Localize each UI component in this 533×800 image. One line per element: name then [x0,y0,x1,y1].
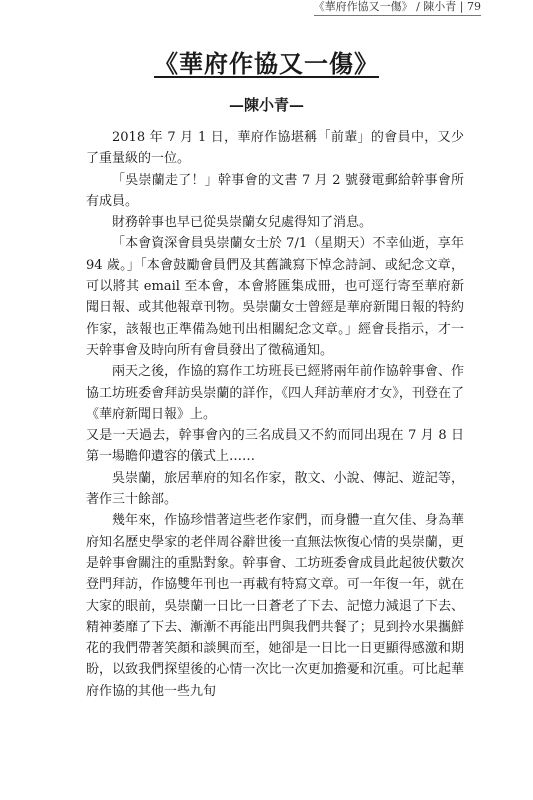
paragraph: 又是一天過去，幹事會內的三名成員又不約而同出現在 7 月 8 日第一場瞻仰遺容的儀式上…… [86,428,464,465]
paragraph: 「本會資深會員吳崇蘭女士於 7/1（星期天）不幸仙逝，享年 94 歲。」「本會鼓勵會員們及其舊識寫下悼念詩詞、或紀念文章，可以將其 email 至本會，本會將匯集成冊，也可逕行寄至華府新聞日報、或其他報章刊物。吳崇蘭女士曾經是華府新聞日報的特約作家，該報也正準備為她刊出相關紀念文章。」經會長指示，才一天幹事會及時向所有會員發出了徵稿通知。 [86,236,464,358]
paragraph: 幾年來，作協珍惜著這些老作家們，而身體一直欠佳、身為華府知名歷史學家的老伴周谷辭世後一直無法恢復心情的吳崇蘭，更是幹事會關注的重點對象。幹事會、工坊班委會成員此起彼伏數次登門拜訪，作協雙年刊也一再載有特寫文章。可一年復一年，就在大家的眼前，吳崇蘭一日比一日蒼老了下去、記憶力減退了下去、精神萎靡了下去、漸漸不再能出門與我們共餐了；見到拎水果攜鮮花的我們帶著笑顏和談興而至，她卻是一日比一日更顯得感激和期盼，以致我們探望後的心情一次比一次更加擔憂和沉重。可比起華府作協的其他一些九旬 [86,513,464,699]
paragraph: 財務幹事也早已從吳崇蘭女兒處得知了消息。 [112,215,373,231]
paragraph: 兩天之後，作協的寫作工坊班長已經將兩年前作協幹事會、作協工坊班委會拜訪吳崇蘭的詳作，《四人拜訪華府才女》，刊登在了《華府新聞日報》上。 [86,364,464,422]
article-title: 《華府作協又一傷》 [154,49,379,78]
paragraph: 2018 年 7 月 1 日，華府作協堪稱「前輩」的會員中，又少了重量級的一位。 [86,130,464,167]
paragraph: 吳崇蘭，旅居華府的知名作家，散文、小說、傳記、遊記等，著作三十餘部。 [86,470,464,508]
paragraph: 「吳崇蘭走了！」幹事會的文書 7 月 2 號發電郵給幹事會所有成員。 [86,172,464,209]
article-body [86,127,464,702]
running-head: 《華府作協又一傷》 / 陳小青 | 79 [314,0,481,16]
author-byline: —陳小青— [228,96,304,114]
